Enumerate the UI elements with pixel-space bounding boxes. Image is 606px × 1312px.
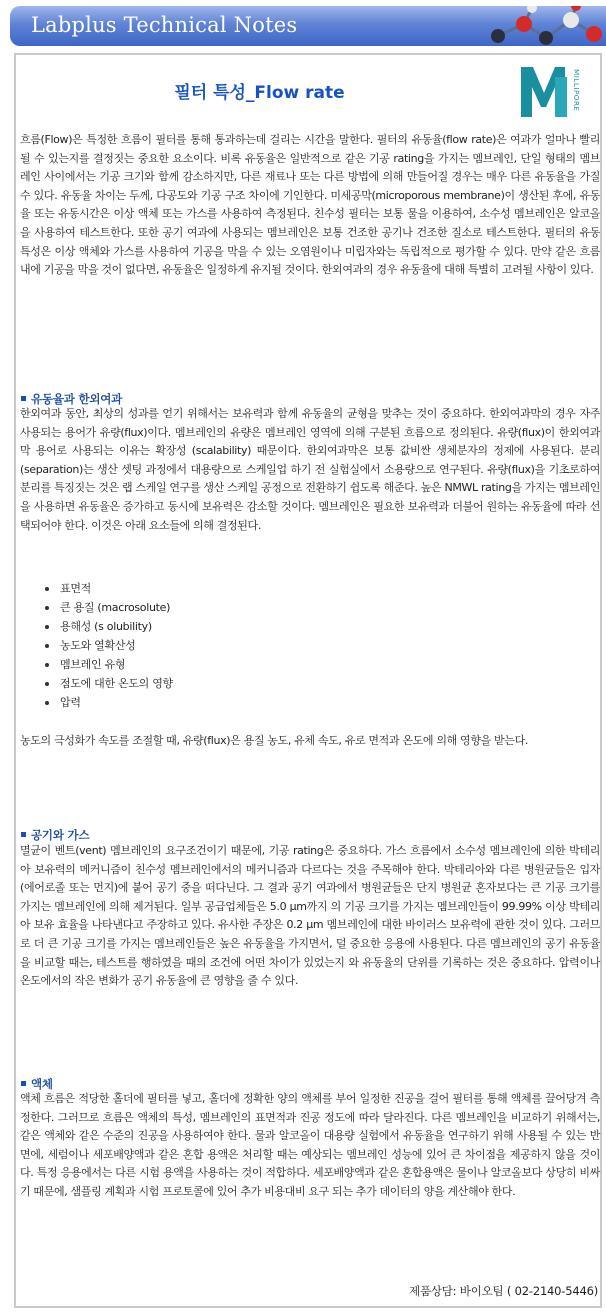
document-title: 필터 특성_Flow rate: [174, 83, 345, 103]
section-heading-liquid: 액체: [21, 1076, 53, 1092]
intro-paragraph: 흐름(Flow)은 특정한 흐름이 필터를 통해 통과하는데 걸리는 시간을 말한다. 필터의 유동율(flow rate)은 여과가 얼마나 빨리 될 수 있는지를 결정짓는 중요한 요소이다. 비록 유동율은 일반적으로 같은 기공 rating을 가지는 멤브레인, 단일 형태의 멤브레인 사이에서는 기공 크기와 함께 감소하지만, 다른 재료나 또는 다른 방법에 의해 만들어질 경우는 매우 다른 유동율을 가질 수 있다. 유동율 차이는 두께, 다공도와 기공 구조 차이에 기인한다. 미세공막(microporous membrane)이 생산된 후에, 유동율 또는 유동시간은 이상 액체 또는 가스를 사용하여 측정된다. 친수성 필터는 보통 물을 이용하여, 소수성 멤브레인은 알코올을 사용하여 테스트한다. 또한 공기 여과에 사용되는 멤브레인은 보통 건조한 공기나 건조한 질소로 테스트한다. 필터의 유동 특성은 이상 액체와 가스를 사용하여 기공을 막을 수 있는 오염원이나 미립자와는 독립적으로 평가할 수 있다. 만약 같은 흐름 내에 기공을 막을 것이 없다면, 유동율은 일정하게 유지될 것이다. 한외여과의 경우 유동율에 대해 특별히 고려될 사항이 있다.: [20, 133, 600, 277]
svg-text:MILLIPORE: MILLIPORE: [572, 69, 581, 112]
list-item: 농도와 열확산성: [45, 636, 173, 655]
section-closing-flux: 농도의 극성화가 속도를 조절할 때, 유량(flux)은 용질 농도, 유체 속도, 유로 면적과 온도에 의해 영향을 받는다.: [20, 734, 528, 747]
molecule-graphic: [476, 6, 606, 46]
list-item: 멤브레인 유형: [45, 655, 173, 674]
list-item: 압력: [45, 693, 173, 712]
factor-list: [45, 579, 173, 712]
section-body-flux: 한외여과 동안, 최상의 성과를 얻기 위해서는 보유력과 함께 유동율의 균형을 맞추는 것이 중요하다. 한외여과막의 경우 자주 사용되는 용어가 유량(flux)이다. 멤브레인의 유량은 멤브레인 영역에 의해 구분된 흐름으로 정의된다. 유량(flux)이 한외여과막 용어로 사용되는 이유는 확장성 (scalability) 때문이다. 한외여과막은 보통 값비싼 생체분자의 정제에 사용된다. 분리(separation)는 생산 셋팅 과정에서 대용량으로 스케일업 하기 전 실험실에서 소용량으로 연구된다. 유량(flux)을 기초로하여 분리를 특징짓는 것은 랩 스케일 연구를 생산 스케일 공정으로 전환하기 쉽도록 해준다. 높은 NMWL rating을 가지는 멤브레인을 사용하면 유동율은 증가하고 동시에 보유력은 감소할 것이다. 멤브레인은 필요한 보유력과 더불어 원하는 유동율에 따라 선택되어야 한다. 이것은 아래 요소들에 의해 결정된다.: [20, 407, 600, 532]
page-header: [10, 6, 606, 46]
section-body-liquid: 액체 흐름은 적당한 홀더에 필터를 넣고, 홀더에 정확한 양의 액체를 부어 일정한 진공을 걸어 필터를 통해 액체를 끌어당겨 측정한다. 그러므로 흐름은 액체의 특성, 멤브레인의 표면적과 진공 정도에 따라 달라진다. 다른 멤브레인을 비교하기 위해서는, 같은 액체와 같은 수준의 진공을 사용하여야 한다. 물과 알코올이 대용량 실험에서 유동율을 연구하기 위해 사용될 수 있는 반면에, 세럼이나 세포배양액과 같은 혼합 용액은 처리할 때는 예상되는 멤브레인 성능에 있어 큰 차이점을 제공하지 않을 것이다. 특정 응용에서는 다른 시험 용액을 사용하는 것이 적합하다. 세포배양액과 같은 혼합용액은 물이나 알코올보다 상당히 비싸기 때문에, 샘플링 계획과 시험 프로토콜에 있어 추가 비용대비 요구 되는 추가 데이터의 양을 계산해야 한다.: [20, 1092, 600, 1198]
list-item: 큰 용질 (macrosolute): [45, 598, 173, 617]
header-title: Labplus Technical Notes: [31, 13, 298, 37]
millipore-logo: [519, 63, 581, 119]
heading-square-icon: [21, 396, 26, 401]
list-item: 점도에 대한 온도의 영향: [45, 674, 173, 693]
list-item: 표면적: [45, 579, 173, 598]
heading-square-icon: [21, 832, 26, 837]
contact-info: 제품상담: 바이오팀 ( 02-2140-5446): [409, 1284, 598, 1298]
section-body-air-gas: 멸균이 벤트(vent) 멤브레인의 요구조건이기 때문에, 기공 rating은 중요하다. 가스 흐름에서 소수성 멤브레인에 의한 박테리아 보유력의 메커니즘이 친수성 멤브레인에서의 메커니즘과 다르다는 것을 주목해야 한다. 박테리아와 다른 병원균들은 입자(에어로졸 또는 먼지)에 붙어 공기 중을 떠다닌다. 그 결과 공기 여과에서 병원균들은 단지 병원균 혼자보다는 큰 기공 크기를 가지는 멤브레인에 의해 제거된다. 일부 공급업체들은 5.0 μm까지 의 기공 크기를 가지는 멤브레인들이 99.99% 이상 박테리아 보유 효율을 나타낸다고 주장하고 있다. 유사한 주장은 0.2 μm 멤브레인에 대한 바이러스 보유력에 관한 것이 있다. 그러므로 더 큰 기공 크기를 가지는 멤브레인들은 높은 유동율을 가지면서, 덜 중요한 응용에 사용된다. 다른 멤브레인의 공기 유동율을 비교할 때는, 테스트를 행하였을 때의 조건에 어떤 차이가 있었는지 와 유동율의 단위를 기록하는 것은 중요하다. 압력이나 온도에서의 작은 변화가 공기 유동율에 큰 영향을 줄 수 있다.: [20, 844, 600, 988]
section-heading-air-gas: 공기와 가스: [21, 827, 89, 843]
list-item: 용해성 (s olubility): [45, 617, 173, 636]
heading-square-icon: [21, 1081, 26, 1086]
section-heading-flux: 유동율과 한외여과: [21, 391, 122, 407]
